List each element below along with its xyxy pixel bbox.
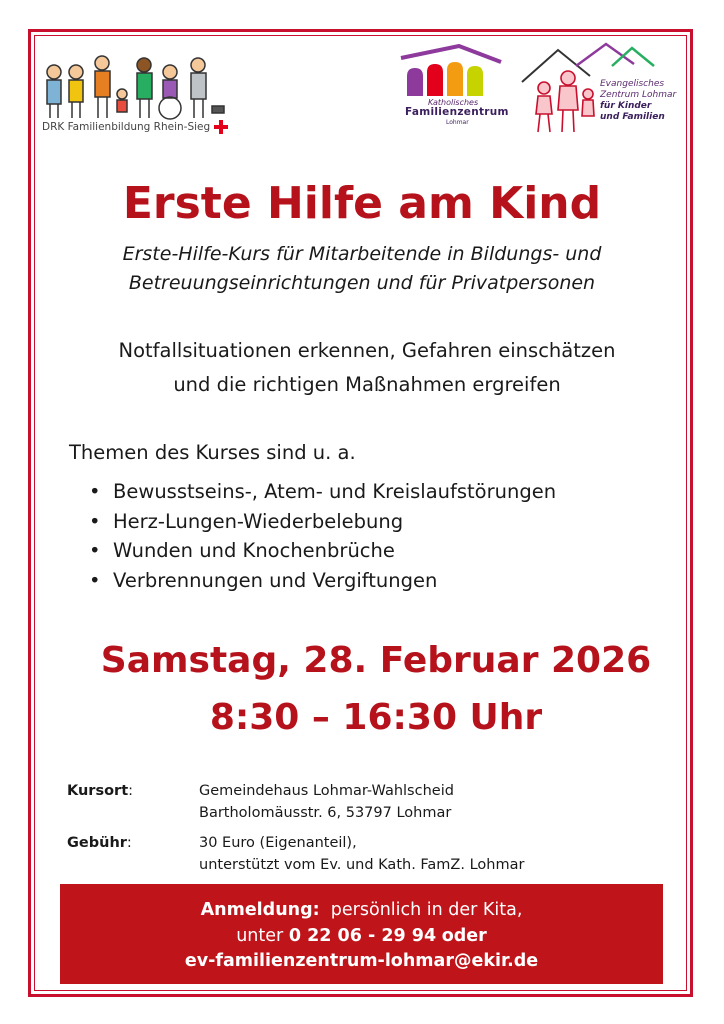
topic-item: • Verbrennungen und Vergiftungen <box>88 566 556 596</box>
red-cross-icon <box>214 120 228 134</box>
topics-heading: Themen des Kurses sind u. a. <box>69 441 356 464</box>
intro-line2: und die richtigen Maßnahmen ergreifen <box>173 373 561 396</box>
fee-value <box>199 832 524 876</box>
location-label <box>67 780 133 802</box>
fee-label <box>67 832 132 854</box>
registration-phone[interactable]: 0 22 06 - 29 94 <box>288 925 437 946</box>
location-label-text: Kursort <box>67 783 129 799</box>
fee-row <box>0 832 724 882</box>
kath-logo-line3: Lohmar <box>446 119 469 126</box>
registration-line2-prefix: unter <box>236 925 284 946</box>
fee-label-colon: : <box>126 835 132 851</box>
ev-logo-line2: Zentrum Lohmar <box>600 90 677 100</box>
registration-line1-rest: persönlich in der Kita, <box>330 900 523 920</box>
fee-line1: 30 Euro (Eigenanteil), <box>199 835 357 851</box>
topics-list <box>88 477 556 595</box>
location-value <box>199 780 454 824</box>
registration-line2 <box>60 924 663 950</box>
intro-text <box>40 334 694 402</box>
registration-box <box>60 884 663 984</box>
ev-logo-line1: Evangelisches <box>600 79 665 89</box>
registration-email[interactable]: ev-familienzentrum-lohmar@ekir.de <box>184 951 539 971</box>
ev-logo-line4: und Familien <box>600 112 665 122</box>
fee-line2: unterstützt vom Ev. und Kath. FamZ. Lohmar <box>199 857 525 873</box>
page-title: Erste Hilfe am Kind <box>122 178 602 229</box>
fee-label-text: Gebühr <box>67 835 127 851</box>
topic-item: • Herz-Lungen-Wiederbelebung <box>88 507 556 537</box>
kath-logo-line1: Katholisches <box>428 98 479 107</box>
topic-item: • Bewusstseins-, Atem- und Kreislaufstörungen <box>88 477 556 507</box>
registration-line1 <box>60 898 663 924</box>
registration-line2-suffix: oder <box>441 925 487 946</box>
ev-logo-line3: für Kinder <box>600 101 652 111</box>
topic-item: • Wunden und Knochenbrüche <box>88 536 556 566</box>
kath-logo-line2: Familienzentrum <box>405 106 509 118</box>
event-date: Samstag, 28. Februar 2026 <box>100 640 652 681</box>
ev-logo-text <box>600 79 676 123</box>
drk-logo-text: DRK Familienbildung Rhein-Sieg <box>42 121 211 133</box>
event-time: 8:30 – 16:30 Uhr <box>209 697 543 738</box>
intro-line1: Notfallsituationen erkennen, Gefahren einschätzen <box>118 339 616 362</box>
subtitle-line2: Betreuungseinrichtungen und für Privatpersonen <box>128 272 596 294</box>
location-row <box>0 780 724 830</box>
subtitle-line1: Erste-Hilfe-Kurs für Mitarbeitende in Bildungs- und <box>122 243 602 265</box>
subtitle <box>40 240 684 298</box>
location-label-colon: : <box>128 783 134 799</box>
location-line2: Bartholomäusstr. 6, 53797 Lohmar <box>199 805 452 821</box>
location-line1: Gemeindehaus Lohmar-Wahlscheid <box>199 783 454 799</box>
registration-label: Anmeldung: <box>200 900 320 920</box>
